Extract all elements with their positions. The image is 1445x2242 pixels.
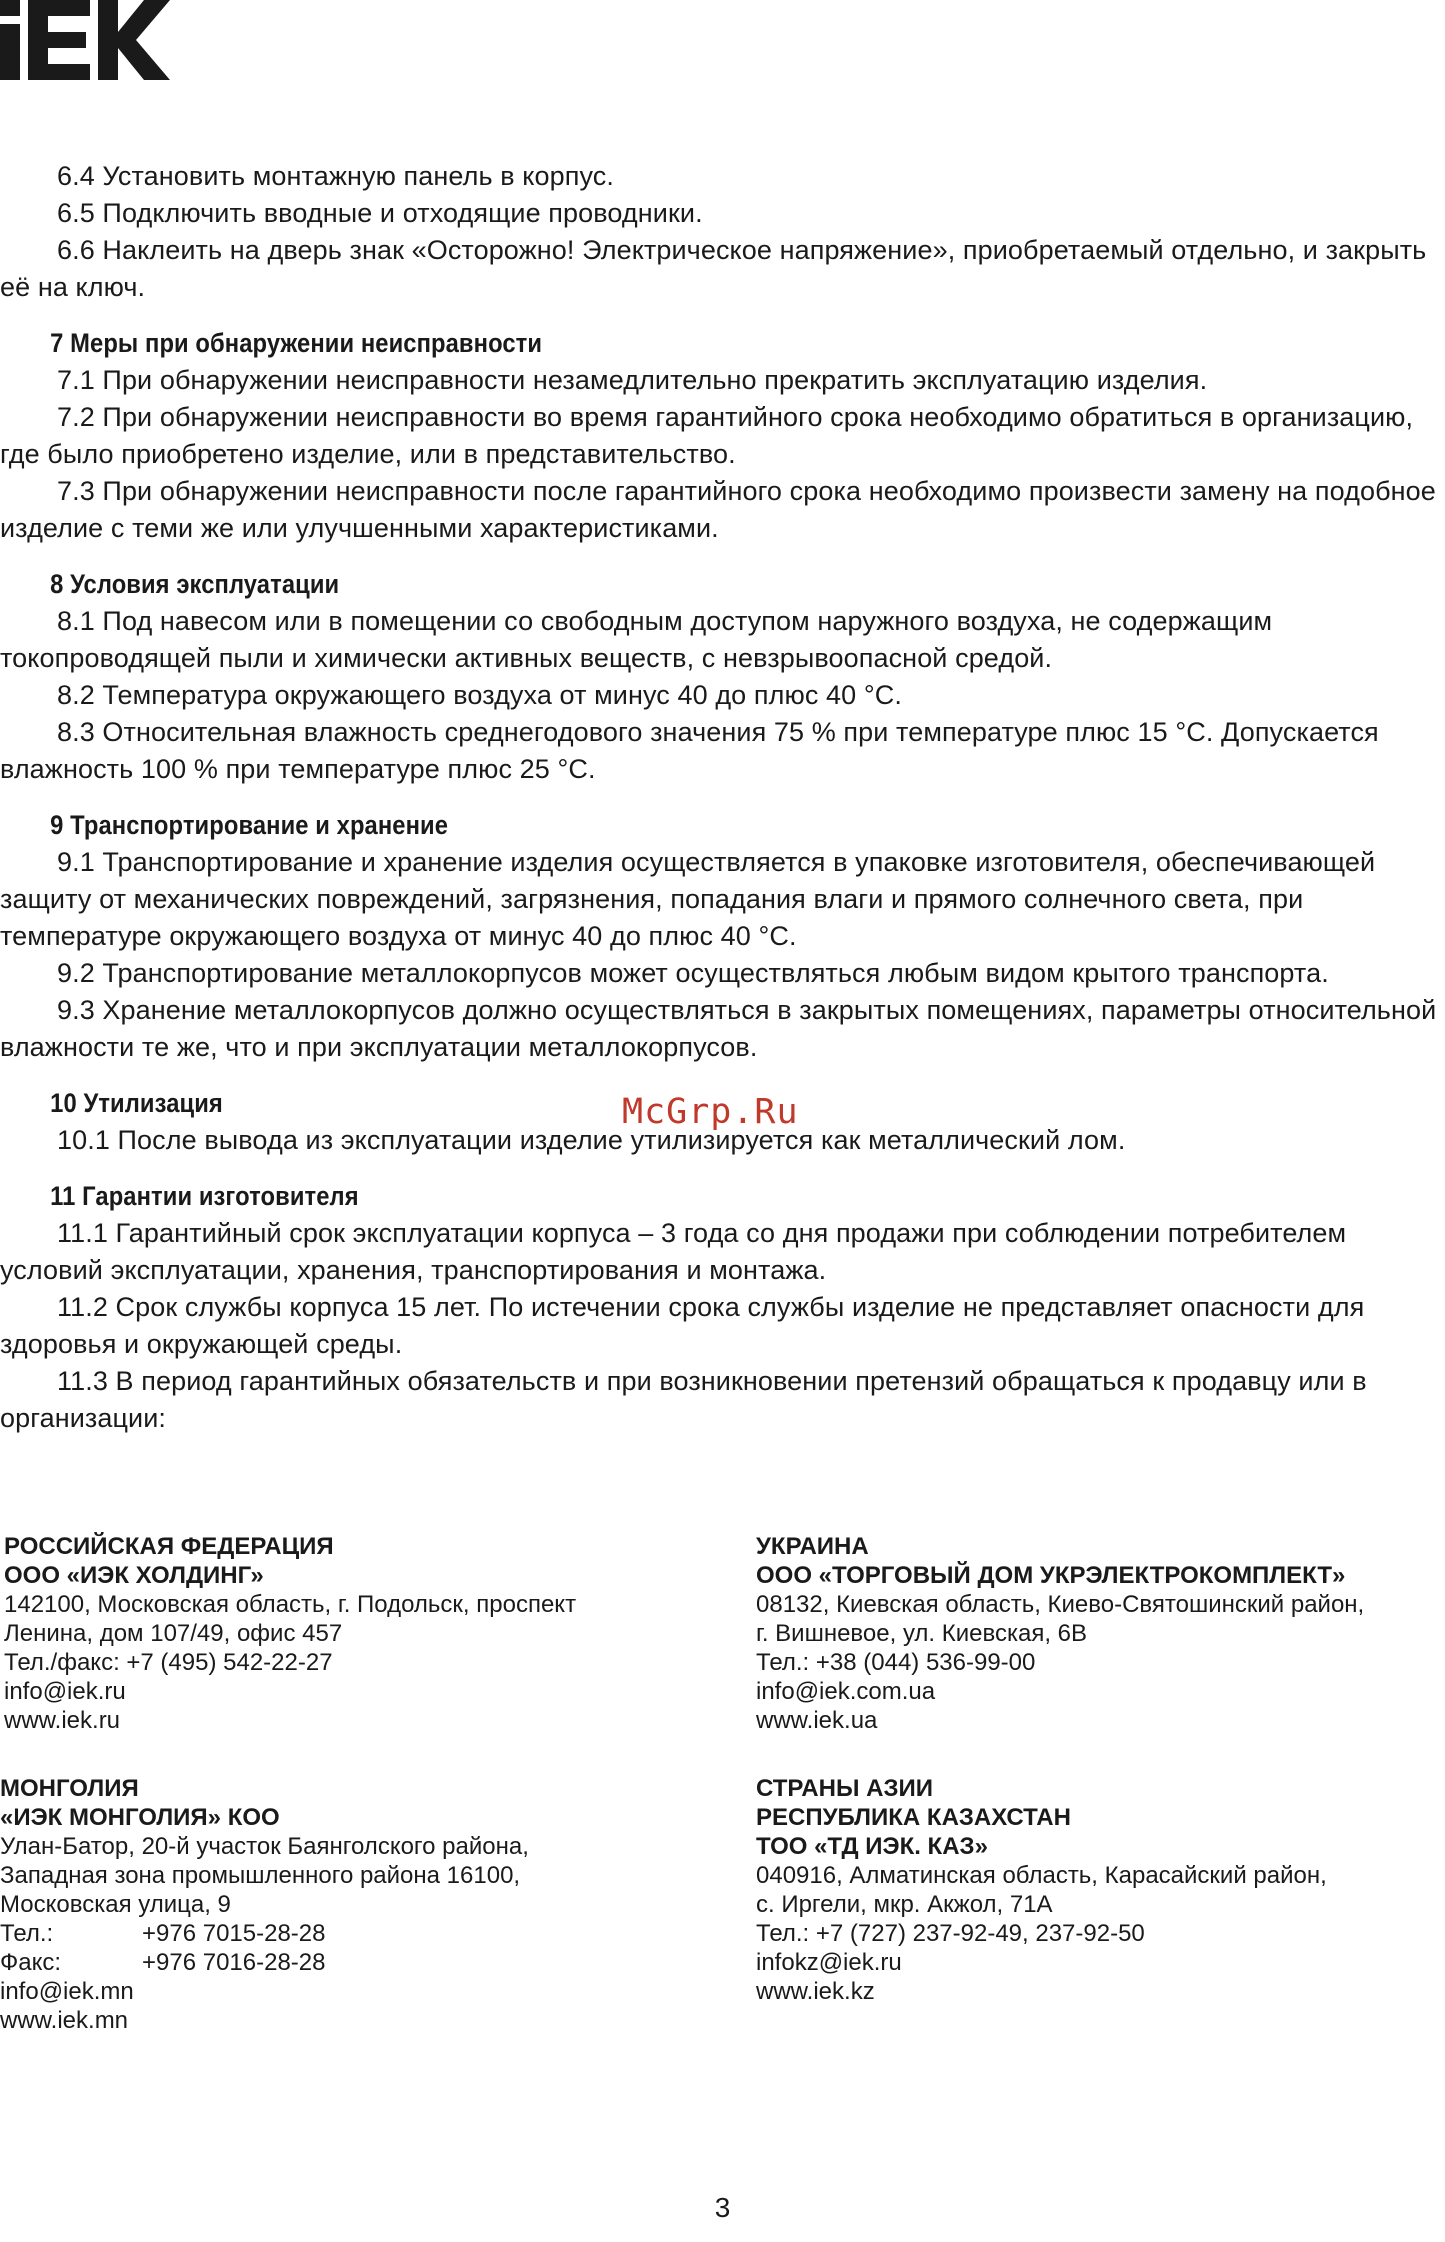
- contact-region: СТРАНЫ АЗИИ: [756, 1775, 933, 1802]
- contact-company: ООО «ИЭК ХОЛДИНГ»: [4, 1562, 264, 1589]
- section-heading: 9 Транспортирование и хранение: [50, 810, 449, 840]
- contact-country: РОССИЙСКАЯ ФЕДЕРАЦИЯ: [4, 1533, 334, 1560]
- contact-company: «ИЭК МОНГОЛИЯ» КОО: [0, 1804, 280, 1831]
- contact-website[interactable]: www.iek.ua: [756, 1707, 878, 1734]
- contact-phone: Тел.: +38 (044) 536-99-00: [756, 1649, 1036, 1676]
- contact-address: г. Вишневое, ул. Киевская, 6В: [756, 1620, 1088, 1647]
- paragraph: 11.1 Гарантийный срок эксплуатации корпуса – 3 года со дня продажи при соблюдении потребителем условий эксплуатации, хранения, транспортирования и монтажа.: [0, 1218, 1347, 1285]
- paragraph: 6.6 Наклеить на дверь знак «Осторожно! Электрическое напряжение», приобретаемый отдельно, и закрыть её на ключ.: [0, 235, 1427, 302]
- watermark: McGrp.Ru: [622, 1092, 799, 1132]
- contact-mongolia: [0, 1774, 529, 2035]
- contact-address: 08132, Киевская область, Киево-Святошинский район,: [756, 1591, 1365, 1618]
- contact-email[interactable]: info@iek.com.ua: [756, 1678, 936, 1705]
- contact-phone: Тел./факс: +7 (495) 542-22-27: [4, 1649, 333, 1676]
- page-number: 3: [714, 2192, 731, 2223]
- contact-country: УКРАИНА: [756, 1533, 869, 1560]
- contact-country: РЕСПУБЛИКА КАЗАХСТАН: [756, 1804, 1071, 1831]
- contact-address: с. Иргели, мкр. Акжол, 71А: [756, 1891, 1053, 1918]
- paragraph: 7.1 При обнаружении неисправности незамедлительно прекратить эксплуатацию изделия.: [57, 365, 1208, 395]
- paragraph: 8.2 Температура окружающего воздуха от минус 40 до плюс 40 °С.: [57, 680, 902, 710]
- contact-asia: [756, 1774, 1327, 2006]
- paragraph: 9.2 Транспортирование металлокорпусов может осуществляться любым видом крытого транспорта.: [57, 958, 1329, 988]
- paragraph: 11.3 В период гарантийных обязательств и при возникновении претензий обращаться к продавцу или в организации:: [0, 1366, 1367, 1433]
- paragraph: 7.3 При обнаружении неисправности после гарантийного срока необходимо произвести замену на подобное изделие с теми же или улучшенными характеристиками.: [0, 476, 1436, 543]
- contact-russia: [4, 1532, 576, 1735]
- section-heading: 8 Условия эксплуатации: [50, 569, 340, 599]
- contact-website[interactable]: www.iek.mn: [0, 2007, 129, 2034]
- contact-website[interactable]: www.iek.kz: [756, 1978, 875, 2005]
- contact-company: ТОО «ТД ИЭК. КАЗ»: [756, 1833, 988, 1860]
- paragraph: 8.1 Под навесом или в помещении со свободным доступом наружного воздуха, не содержащим токопроводящей пыли и химически активных веществ, с невзрывоопасной средой.: [0, 606, 1273, 673]
- section-heading: 10 Утилизация: [50, 1088, 223, 1118]
- paragraph: 6.4 Установить монтажную панель в корпус.: [57, 161, 614, 191]
- section-heading: 7 Меры при обнаружении неисправности: [50, 328, 543, 358]
- contact-address: Улан-Батор, 20-й участок Баянголского района,: [0, 1833, 529, 1860]
- contact-fax: [0, 1948, 529, 1977]
- contact-address: Московская улица, 9: [0, 1891, 231, 1918]
- contact-email[interactable]: info@iek.ru: [4, 1678, 126, 1705]
- contact-email[interactable]: infokz@iek.ru: [756, 1949, 902, 1976]
- fax-label: Факс:: [0, 1949, 62, 1976]
- section-heading: 11 Гарантии изготовителя: [50, 1181, 359, 1211]
- contact-country: МОНГОЛИЯ: [0, 1775, 139, 1802]
- paragraph: 10.1 После вывода из эксплуатации изделие утилизируется как металлический лом.: [57, 1125, 1126, 1155]
- contact-address: 142100, Московская область, г. Подольск, проспект: [4, 1591, 577, 1618]
- contact-address: Ленина, дом 107/49, офис 457: [4, 1620, 343, 1647]
- paragraph: 7.2 При обнаружении неисправности во время гарантийного срока необходимо обратиться в организацию, где было приобретено изделие, или в представительство.: [0, 402, 1414, 469]
- paragraph: 9.3 Хранение металлокорпусов должно осуществляться в закрытых помещениях, параметры относительной влажности те же, что и при эксплуатации металлокорпусов.: [0, 995, 1437, 1062]
- contact-website[interactable]: www.iek.ru: [4, 1707, 121, 1734]
- contact-phone: [0, 1919, 529, 1948]
- contact-phone: Тел.: +7 (727) 237-92-49, 237-92-50: [756, 1920, 1145, 1947]
- contact-company: ООО «ТОРГОВЫЙ ДОМ УКРЭЛЕКТРОКОМПЛЕКТ»: [756, 1562, 1346, 1589]
- document-body: [0, 158, 1445, 1437]
- fax-value: +976 7016-28-28: [142, 1949, 326, 1976]
- paragraph: 6.5 Подключить вводные и отходящие проводники.: [57, 198, 703, 228]
- paragraph: 9.1 Транспортирование и хранение изделия осуществляется в упаковке изготовителя, обеспечивающей защиту от механических повреждений, загрязнения, попадания влаги и прямого солнечного света, при температуре окружающего воздуха от минус 40 до плюс 40 °С.: [0, 847, 1376, 951]
- phone-value: +976 7015-28-28: [142, 1920, 326, 1947]
- paragraph: 8.3 Относительная влажность среднегодового значения 75 % при температуре плюс 15 °С. Допускается влажность 100 % при температуре плюс 25 °С.: [0, 717, 1379, 784]
- iek-logo: [0, 0, 172, 80]
- paragraph: 11.2 Срок службы корпуса 15 лет. По истечении срока службы изделие не представляет опасности для здоровья и окружающей среды.: [0, 1292, 1365, 1359]
- contact-address: Западная зона промышленного района 16100,: [0, 1862, 521, 1889]
- contact-email[interactable]: info@iek.mn: [0, 1978, 134, 2005]
- phone-label: Тел.:: [0, 1920, 54, 1947]
- contact-address: 040916, Алматинская область, Карасайский район,: [756, 1862, 1327, 1889]
- contact-ukraine: [756, 1532, 1364, 1735]
